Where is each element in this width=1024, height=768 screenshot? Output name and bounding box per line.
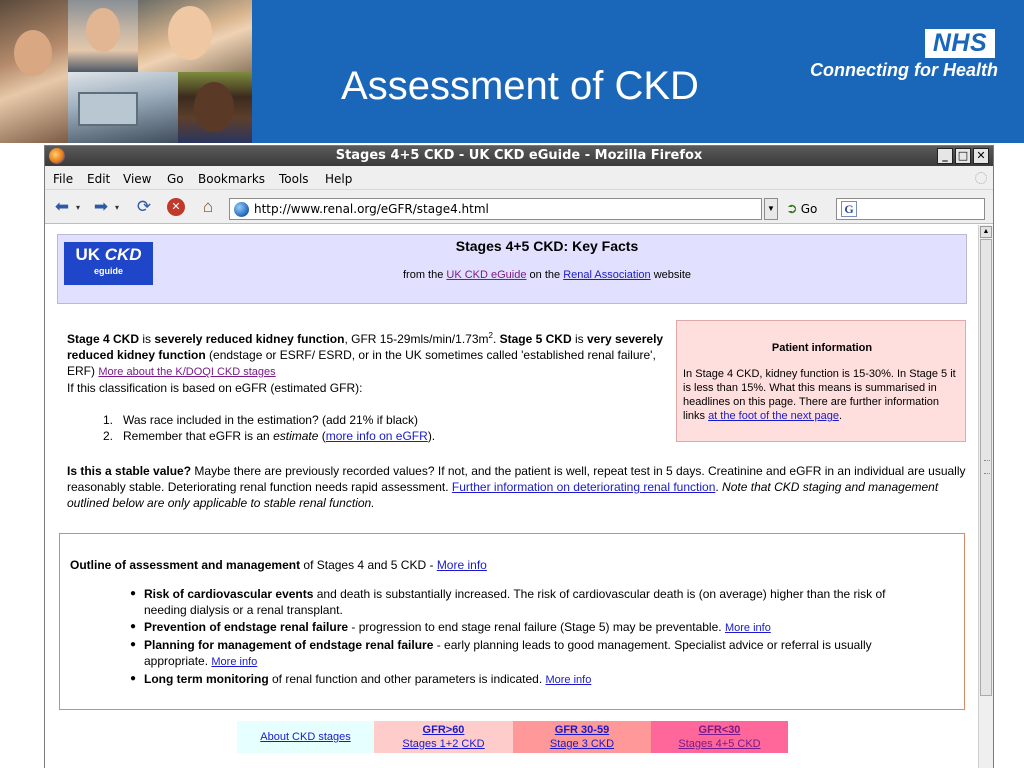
url-bar[interactable] <box>229 198 762 220</box>
photo-woman-smiling <box>0 0 68 143</box>
stage-4-5-cell[interactable]: GFR<30 Stages 4+5 CKD <box>651 721 788 753</box>
menu-view[interactable]: View <box>123 172 152 186</box>
about-stages-cell[interactable]: About CKD stages <box>237 721 374 753</box>
globe-icon <box>234 202 249 217</box>
deteriorating-function-link[interactable]: Further information on deteriorating renal function <box>451 480 716 494</box>
search-box[interactable] <box>836 198 985 220</box>
photo-man-smiling <box>178 72 252 143</box>
nhs-tagline: Connecting for Health <box>810 60 998 80</box>
throbber-icon <box>975 172 987 184</box>
more-info-link[interactable]: More info <box>724 622 771 634</box>
menu-go[interactable]: Go <box>167 172 184 186</box>
uk-ckd-eguide-link[interactable]: UK CKD eGuide <box>446 269 527 281</box>
scroll-up-icon[interactable]: ▲ <box>980 226 992 238</box>
list-item: ● Risk of cardiovascular events and death is substantially increased. The risk of cardiovascular death is (on average) higher than the risk of needing dialysis or a renal transplant. <box>130 587 886 617</box>
browser-window <box>44 145 994 768</box>
reload-icon[interactable]: ⟳ <box>136 197 152 216</box>
home-icon[interactable]: ⌂ <box>202 197 214 216</box>
url-dropdown-icon[interactable]: ▼ <box>764 198 778 220</box>
minimize-button[interactable]: _ <box>937 148 953 164</box>
renal-association-link[interactable]: Renal Association <box>563 269 651 281</box>
page-heading: Stages 4+5 CKD: Key Facts <box>455 238 639 254</box>
outline-more-info-link[interactable]: More info <box>436 558 487 572</box>
photo-collage <box>0 0 252 143</box>
menu-tools[interactable]: Tools <box>279 172 309 186</box>
navigation-toolbar <box>45 190 993 224</box>
list-item: ● Planning for management of endstage renal failure - early planning leads to good management. Specialist advice or referral is usually appropriate. More info <box>130 638 872 668</box>
nhs-logo: NHS <box>925 29 995 58</box>
stop-icon[interactable]: ✕ <box>165 197 187 217</box>
grip-icon <box>984 460 990 474</box>
list-item: ● Long term monitoring of renal function and other parameters is indicated. More info <box>130 672 592 686</box>
page-subheading: from the UK CKD eGuide on the Renal Association website <box>402 269 691 281</box>
vertical-scrollbar[interactable] <box>978 225 993 768</box>
patient-info-title: Patient information <box>771 342 873 354</box>
back-dropdown-icon[interactable]: ▾ <box>76 203 81 212</box>
google-search-icon[interactable]: G <box>841 201 857 217</box>
more-info-link[interactable]: More info <box>545 674 592 686</box>
maximize-button[interactable]: □ <box>955 148 971 164</box>
outline-bullets <box>130 586 930 689</box>
egfr-checklist <box>103 412 435 444</box>
slide-header <box>0 0 1024 143</box>
back-icon[interactable]: ⬅ <box>54 197 70 216</box>
menu-bookmarks[interactable]: Bookmarks <box>198 172 266 186</box>
go-button[interactable]: ➲ Go <box>786 201 818 217</box>
slide-title: Assessment of CKD <box>341 64 699 108</box>
more-info-link[interactable]: More info <box>211 656 258 668</box>
kdoqi-link[interactable]: More about the K/DOQI CKD stages <box>98 366 276 378</box>
go-icon: ➲ <box>786 201 798 217</box>
ckd-stage-nav <box>237 721 788 753</box>
scroll-thumb[interactable] <box>980 239 992 696</box>
photo-man-glasses <box>68 0 138 72</box>
menu-help[interactable]: Help <box>325 172 353 186</box>
patient-info-text: In Stage 4 CKD, kidney function is 15-30%. In Stage 5 it is less than 15%. What this means is summarised in headlines on this page. There are further information links at the foot of the next page. <box>683 368 956 422</box>
list-item: 2. Remember that eGFR is an estimate (more info on eGFR). <box>103 429 436 443</box>
stable-value-text: Is this a stable value? Maybe there are previously recorded values? If not, and the patient is well, repeat test in 5 days. Creatinine and eGFR in an individual are usually reasonably stable. Deteriorating renal function needs rapid assessment. Further information on deteriorating renal function. Note that CKD staging and management outlined below are only applicable to stable renal function. <box>67 464 966 510</box>
list-item: 1. Was race included in the estimation? (add 21% if black) <box>103 413 419 427</box>
stage-1-2-cell[interactable]: GFR>60 Stages 1+2 CKD <box>374 721 513 753</box>
egfr-info-link[interactable]: more info on eGFR <box>325 429 428 443</box>
menu-file[interactable]: File <box>53 172 74 186</box>
window-titlebar[interactable] <box>45 146 993 166</box>
page-content <box>45 225 978 768</box>
foot-of-page-link[interactable]: at the foot of the next page <box>708 410 839 422</box>
patient-info-box <box>676 320 966 442</box>
window-title: Stages 4+5 CKD - UK CKD eGuide - Mozilla Firefox <box>335 148 703 163</box>
photo-hospital-equipment <box>68 72 178 143</box>
menu-bar <box>45 166 993 190</box>
forward-dropdown-icon[interactable]: ▾ <box>115 203 120 212</box>
list-item: ● Prevention of endstage renal failure - progression to end stage renal failure (Stage 5) may be preventable. More info <box>130 620 771 634</box>
url-input[interactable] <box>254 201 759 217</box>
uk-ckd-logo[interactable]: UK CKD eguide <box>64 242 153 285</box>
forward-icon[interactable]: ➡ <box>93 197 109 216</box>
stage-intro-text: Stage 4 CKD is severely reduced kidney function, GFR $15-29mls/\min/1.73m^2$. Stage 5 CKD is very severely reduced kidney function (endstage or ESRF/ ESRD, or in the UK sometimes called 'established renal failure', ERF) More about the K/DOQI CKD stages If this classification is based on eGFR (estimated GFR): <box>67 331 664 395</box>
close-button[interactable]: ✕ <box>973 148 989 164</box>
menu-edit[interactable]: Edit <box>87 172 111 186</box>
outline-box <box>59 533 965 710</box>
stage-3-cell[interactable]: GFR 30-59 Stage 3 CKD <box>513 721 651 753</box>
photo-woman-portrait <box>138 0 252 72</box>
outline-title: Outline of assessment and management of Stages 4 and 5 CKD - More info <box>70 558 487 572</box>
